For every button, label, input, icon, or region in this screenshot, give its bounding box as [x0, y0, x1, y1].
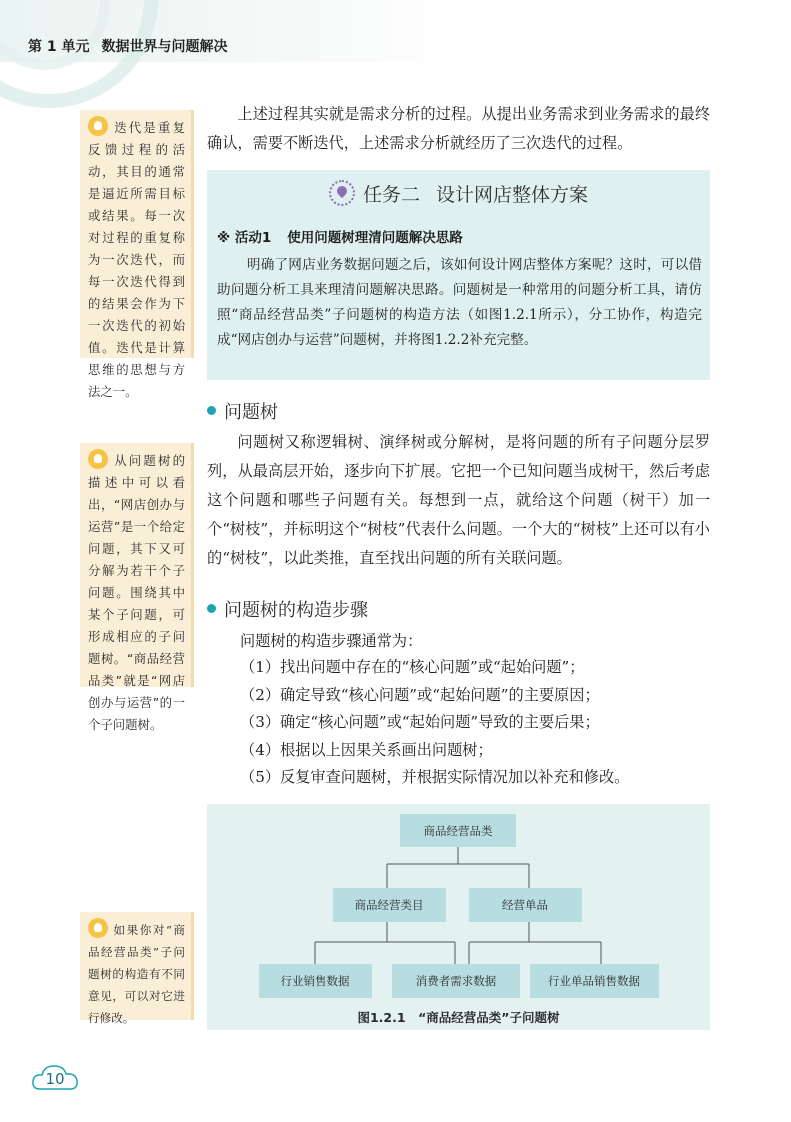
task-number: 任务二: [362, 184, 420, 206]
tree-node-level3-label: 行业单品销售数据: [548, 974, 640, 988]
note-text: 从问题树的描述中可以看出，“网店创办与运营”是一个给定问题，其下又可分解为若干个子问题。围绕其中某个子问题，可形成相应的子问题树。“商品经营品类”就是“网店创办与运营”的一个子问题树。: [88, 453, 185, 732]
task-body: 明确了网店业务数据问题之后，该如何设计网店整体方案呢？这时，可以借助问题分析工具来理清问题解决思路。问题树是一种常用的问题分析工具，请仿照“商品经营品类”子问题树的构造方法（如图1.2.1所示），分工协作，构造完成“网店创办与运营”问题树，并将图1.2.2补充完整。: [217, 257, 702, 348]
task-box: [207, 170, 710, 380]
sidebar-note-problem-tree: [80, 443, 194, 732]
lightbulb-icon: [88, 116, 108, 136]
tree-node-level2-label: 经营单品: [502, 898, 548, 912]
problem-tree-figure: [207, 804, 710, 1030]
page-number: 10: [45, 1070, 65, 1088]
list-item: （1）找出问题中存在的“核心问题”或“起始问题”；: [240, 658, 585, 676]
bullet-dot-icon: [207, 406, 216, 415]
unit-header: [28, 36, 228, 56]
section-title: 问题树: [224, 402, 278, 423]
list-item: （2）确定导致“核心问题”或“起始问题”的主要原因；: [240, 685, 600, 704]
sidebar-note-iteration: [80, 110, 194, 399]
section-heading-construction-steps: [207, 596, 368, 622]
section-heading-problem-tree: [207, 398, 278, 424]
location-pin-icon: [329, 180, 355, 206]
problem-tree-paragraph: 问题树又称逻辑树、演绎树或分解树，是将问题的所有子问题分层罗列，从最高层开始，逐步向下扩展。它把一个已知问题当成树干，然后考虑这个问题和哪些子问题有关。每想到一点，就给这个问题（树干）加一个“树枝”，并标明这个“树枝”代表什么问题。一个大的“树枝”上还可以有小的“树枝”，以此类推，直至找出问题的所有关联问题。: [207, 433, 710, 567]
intro-paragraph: 上述过程其实就是需求分析的过程。从提出业务需求到业务需求的最终确认，需要不断迭代，上述需求分析就经历了三次迭代的过程。: [207, 105, 710, 152]
header-band: [0, 0, 791, 62]
unit-number: 第 1 单元: [28, 39, 90, 55]
unit-title: 数据世界与问题解决: [101, 39, 228, 55]
activity-title: 使用问题树理清问题解决思路: [287, 230, 463, 246]
section-title: 问题树的构造步骤: [224, 600, 368, 621]
tree-node-level2-label: 商品经营类目: [354, 898, 424, 912]
list-item: （4）根据以上因果关系画出问题树；: [240, 740, 493, 759]
activity-mark: ※ 活动1: [217, 230, 272, 246]
tree-node-level3-label: 消费者需求数据: [415, 974, 497, 988]
tree-node-root-label: 商品经营品类: [423, 824, 493, 838]
tree-diagram: [207, 804, 710, 1004]
list-item: （3）确定“核心问题”或“起始问题”导致的主要后果；: [240, 713, 600, 731]
figure-caption: 图1.2.1 “商品经营品类”子问题树: [357, 1010, 560, 1025]
lightbulb-icon: [88, 449, 108, 469]
tree-node-level3-label: 行业销售数据: [280, 974, 350, 988]
steps-intro: 问题树的构造步骤通常为：: [240, 632, 423, 650]
lightbulb-icon: [88, 918, 108, 938]
page-number-badge: [30, 1062, 80, 1092]
note-text: 迭代是重复反馈过程的活动，其目的通常是逼近所需目标或结果。每一次对过程的重复称为一次迭代，而每一次迭代得到的结果会作为下一次迭代的初始值。迭代是计算思维的思想与方法之一。: [88, 120, 185, 399]
task-heading: [207, 180, 710, 207]
steps-list: [240, 654, 629, 792]
list-item: （5）反复审查问题树，并根据实际情况加以补充和修改。: [240, 768, 630, 786]
activity-heading: [217, 226, 463, 246]
bullet-dot-icon: [207, 604, 216, 613]
note-text: 如果你对“商品经营品类”子问题树的构造有不同意见，可以对它进行修改。: [88, 923, 185, 1025]
sidebar-note-modify: [80, 912, 194, 1025]
task-title: 设计网店整体方案: [436, 184, 589, 206]
